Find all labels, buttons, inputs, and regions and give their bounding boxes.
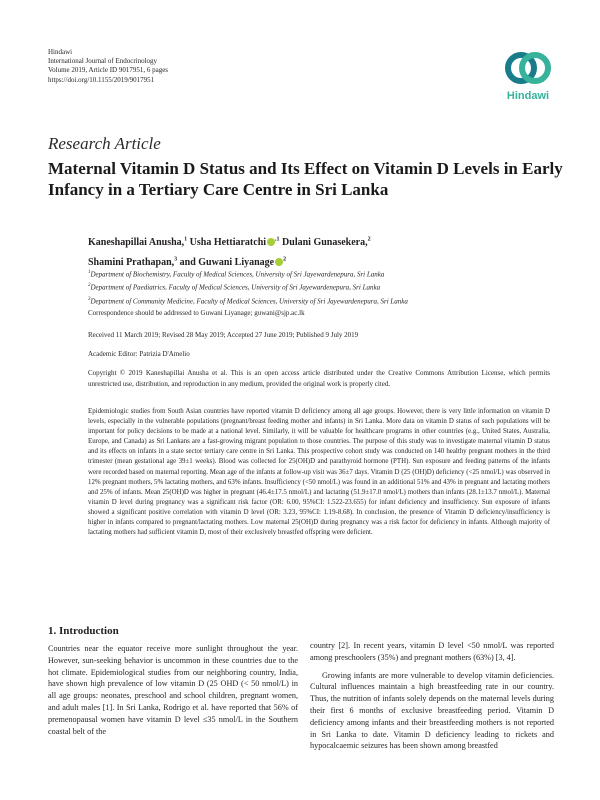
orcid-icon[interactable] (267, 238, 275, 246)
affiliation: $^1$Department of Biochemistry, Faculty of Medical Sciences, University of Sri Jayewardenepura, Sri Lanka (88, 270, 385, 279)
intro-right-column (310, 640, 554, 752)
author-list (88, 232, 548, 271)
hindawi-logo (497, 46, 559, 102)
article-title: Maternal Vitamin D Status and Its Effect on Vitamin D Levels in Early Infancy in a Tertiary Care Centre in Sri Lanka (48, 159, 563, 199)
author: Kaneshapillai Anusha,$^1$ (88, 237, 188, 249)
abstract: Epidemiologic studies from South Asian countries have reported vitamin D deficiency among all age groups. However, there is very little information on vitamin D levels, especially in the vulnerable populations (pregnant/breast feeding mother and infants) in Sri Lanka. More data on vitamin D status of such populations will be important for policy decisions to be made at a national level. Similarly, it will be valuable for healthcare programs in other countries (e.g., United States, Australia, Europe, and Canada) as Sri Lankans are a fast-growing migrant population to those countries. The purpose of this study was to investigate maternal vitamin D status and its effects on infants in a state sector tertiary care centre in Sri Lanka. This prospective cohort study was conducted on 140 healthy pregnant mothers in the third trimester (mean gestational age 39±1 weeks). Blood was collected for 25(OH)D and parathyroid hormone (PTH). Sun exposure and feeding patterns of the infants were recorded based on maternal reporting. Mean age of the infants at follow-up visit was 36±7 days. Vitamin D (25 (OH)D) deficiency (<25 nmol/L) was observed in 12% pregnant mothers, 5% lactating mothers, and 63% infants. Insufficiency (<50 nmol/L) was found in an additional 51% and 43% in pregnant and lactating mothers and 25% of infants. Mean 25(OH)D was higher in pregnant (46.4±17.5 nmol/L) and lactating (51.9±17.0 nmol/L) mothers than infants (28.1±13.7 nmol/L). Maternal vitamin D level during pregnancy was a significant risk factor (OR: 6.00, 95%CI: 1.522-23.655) for infant deficiency and insufficiency. Sun exposure of infants showed a significant positive correlation with vitamin D level (OR: 3.23, 95%CI: 1.19-8.68). In conclusion, the presence of Vitamin D deficiency/insufficiency is higher in infants compared to pregnant/lactating mothers. Low maternal 25(OH)D during pregnancy was a risk factor for deficiency in infants. Although majority of lactating mothers had sufficient vitamin D, most of their exclusively breastfed offspring were deficient. (88, 408, 550, 537)
section-heading: 1. Introduction (48, 625, 119, 637)
publisher-name: Hindawi (48, 48, 73, 56)
hindawi-logo-icon (497, 46, 559, 90)
author: Usha Hettiaratchi $^{,1}$ (189, 237, 280, 249)
volume-line: Volume 2019, Article ID 9017951, 6 pages (48, 66, 169, 75)
author: and Guwani Liyanage $^2$ (179, 256, 287, 268)
copyright-notice: Copyright © 2019 Kaneshapillai Anusha et al. This is an open access article distributed under the Creative Commons Attribution License, which permits unrestricted use, distribution, and reproduction in any medium, provided the original work is properly cited. (88, 369, 550, 388)
publication-dates: Received 11 March 2019; Revised 28 May 2019; Accepted 27 June 2019; Published 9 July 2019 (88, 331, 359, 339)
paragraph: Growing infants are more vulnerable to develop vitamin deficiencies. Cultural influences maintain a high breastfeeding rate in our country. Thus, the nutrition of infants solely depends on the maternal levels during their first 6 months of exclusive breastfeeding period. Vitamin D deficiency among infants and their breastfeeding mothers is not reported in Sri Lanka to date. Vitamin D deficiency leading to rickets and hypocalcaemic seizures has been shown among breastfed (310, 670, 554, 751)
author: Shamini Prathapan,$^3$ (88, 256, 178, 268)
author: Dulani Gunasekera,$^2$ (282, 237, 371, 249)
academic-editor: Academic Editor: Patrizia D'Amelio (88, 350, 190, 358)
paragraph: country [2]. In recent years, vitamin D level <50 nmol/L was reported among preschoolers (35%) and pregnant mothers (63%) [3, 4]. (310, 641, 554, 662)
journal-metadata (48, 48, 168, 85)
affiliation: $^3$Department of Community Medicine, Faculty of Medical Sciences, University of Sri Jayewardenepura, Sri Lanka (88, 296, 408, 305)
paragraph: Countries near the equator receive more sunlight throughout the year. However, sun-seeking behavior is uncommon in these countries due to the hot climate. Epidemiological studies from our neighboring country, India, have shown high prevalence of low vitamin D (25 OHD (< 50 nmol/L) in all age groups: neonates, preschool and school children, pregnant women, and adult males [1]. In Sri Lanka, Rodrigo et al. have reported that 56% of premenopausal women have vitamin D level ≤35 nmol/L in the Southern coastal belt of the (48, 644, 298, 736)
correspondence: Correspondence should be addressed to Guwani Liyanage; guwani@sjp.ac.lk (88, 309, 305, 317)
doi-link[interactable]: https://doi.org/10.1155/2019/9017951 (48, 75, 155, 84)
hindawi-logo-text: Hindawi (506, 90, 550, 102)
article-type: Research Article (48, 134, 161, 153)
orcid-icon[interactable] (275, 258, 283, 266)
intro-left-column (48, 643, 298, 737)
affiliation: $^2$Department of Paediatrics, Faculty of Medical Sciences, University of Sri Jayewardenepura, Sri Lanka (88, 283, 381, 292)
affiliations (88, 267, 558, 307)
journal-name: International Journal of Endocrinology (48, 57, 158, 66)
